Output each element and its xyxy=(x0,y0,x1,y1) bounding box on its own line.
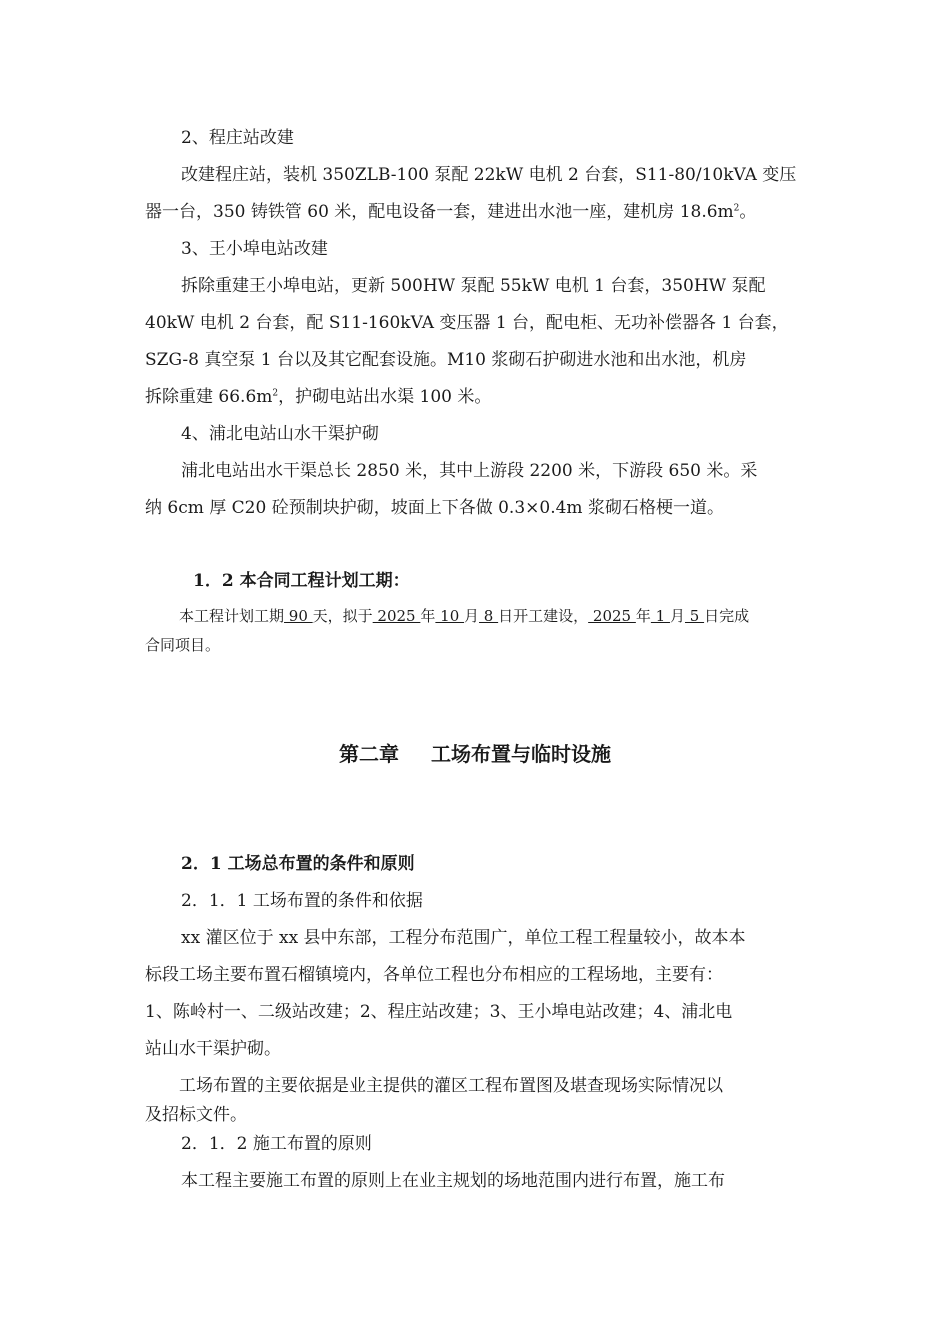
paragraph-line: 及招标文件。 xyxy=(145,1105,247,1125)
duration-days: 90 xyxy=(284,607,313,625)
item-heading-wangxiaobu: 3、王小埠电站改建 xyxy=(181,239,328,259)
paragraph-line: xx 灌区位于 xx 县中东部，工程分布范围广，单位工程工程量较小，故本本 xyxy=(181,928,746,948)
text-run: 本工程计划工期 xyxy=(179,607,285,625)
text-run: 器一台，350 铸铁管 60 米，配电设备一套，建进出水池一座，建机房 18.6m xyxy=(145,202,734,222)
chapter-name: 工场布置与临时设施 xyxy=(431,742,611,766)
subsection-heading: 2．1．1 工场布置的条件和依据 xyxy=(181,891,423,911)
start-month: 10 xyxy=(435,607,465,625)
item-heading-chengzhuang: 2、程庄站改建 xyxy=(181,128,294,148)
chapter-title xyxy=(0,741,950,767)
paragraph-line xyxy=(145,386,810,408)
text-run: 。 xyxy=(739,202,757,222)
superscript: 2 xyxy=(733,203,740,214)
paragraph-line xyxy=(145,201,810,223)
paragraph-line: 站山水干渠护砌。 xyxy=(145,1039,281,1059)
paragraph-line: SZG-8 真空泵 1 台以及其它配套设施。M10 浆砌石护砌进水池和出水池，机房 xyxy=(145,350,747,370)
section-heading-schedule: 1．2 本合同工程计划工期： xyxy=(193,571,410,591)
paragraph-line: 改建程庄站，装机 350ZLB-100 泵配 22kW 电机 2 台套，S11-80/10kVA 变压 xyxy=(181,165,797,185)
text-run: 拆除重建 66.6m xyxy=(145,387,273,407)
section-heading-layout: 2．1 工场总布置的条件和原则 xyxy=(181,854,415,874)
text-run: 日开工建设， xyxy=(498,607,589,625)
end-year: 2025 xyxy=(588,607,636,625)
end-day: 5 xyxy=(684,607,705,625)
paragraph-line: 本工程主要施工布置的原则上在业主规划的场地范围内进行布置，施工布 xyxy=(181,1171,725,1191)
paragraph-line: 1、陈岭村一、二级站改建；2、程庄站改建；3、王小埠电站改建；4、浦北电 xyxy=(145,1002,733,1022)
text-run: 年 xyxy=(635,607,651,625)
text-run: 日完成 xyxy=(704,607,750,625)
paragraph-line: 工场布置的主要依据是业主提供的灌区工程布置图及堪查现场实际情况以 xyxy=(179,1076,723,1096)
schedule-line: 合同项目。 xyxy=(145,636,221,654)
text-run: 月 xyxy=(464,607,480,625)
chapter-number: 第二章 xyxy=(339,742,399,766)
schedule-line xyxy=(179,605,810,627)
text-run: 年 xyxy=(420,607,436,625)
start-day: 8 xyxy=(479,607,499,625)
start-year: 2025 xyxy=(372,607,421,625)
paragraph-line: 标段工场主要布置石榴镇境内，各单位工程也分布相应的工程场地，主要有： xyxy=(145,965,723,985)
text-run: 天，拟于 xyxy=(312,607,373,625)
end-month: 1 xyxy=(650,607,670,625)
text-run: 月 xyxy=(669,607,685,625)
item-heading-pubei: 4、浦北电站山水干渠护砌 xyxy=(181,424,379,444)
paragraph-line: 浦北电站出水干渠总长 2850 米，其中上游段 2200 米，下游段 650 米。采 xyxy=(181,461,758,481)
paragraph-line: 40kW 电机 2 台套，配 S11-160kVA 变压器 1 台，配电柜、无功补偿器各 1 台套， xyxy=(145,313,789,333)
paragraph-line: 纳 6cm 厚 C20 砼预制块护砌，坡面上下各做 0.3×0.4m 浆砌石格梗一道。 xyxy=(145,498,724,518)
paragraph-line: 拆除重建王小埠电站，更新 500HW 泵配 55kW 电机 1 台套，350HW 泵配 xyxy=(181,276,766,296)
subsection-heading: 2．1．2 施工布置的原则 xyxy=(181,1134,372,1154)
text-run: ，护砌电站出水渠 100 米。 xyxy=(278,387,492,407)
superscript: 2 xyxy=(272,388,279,399)
